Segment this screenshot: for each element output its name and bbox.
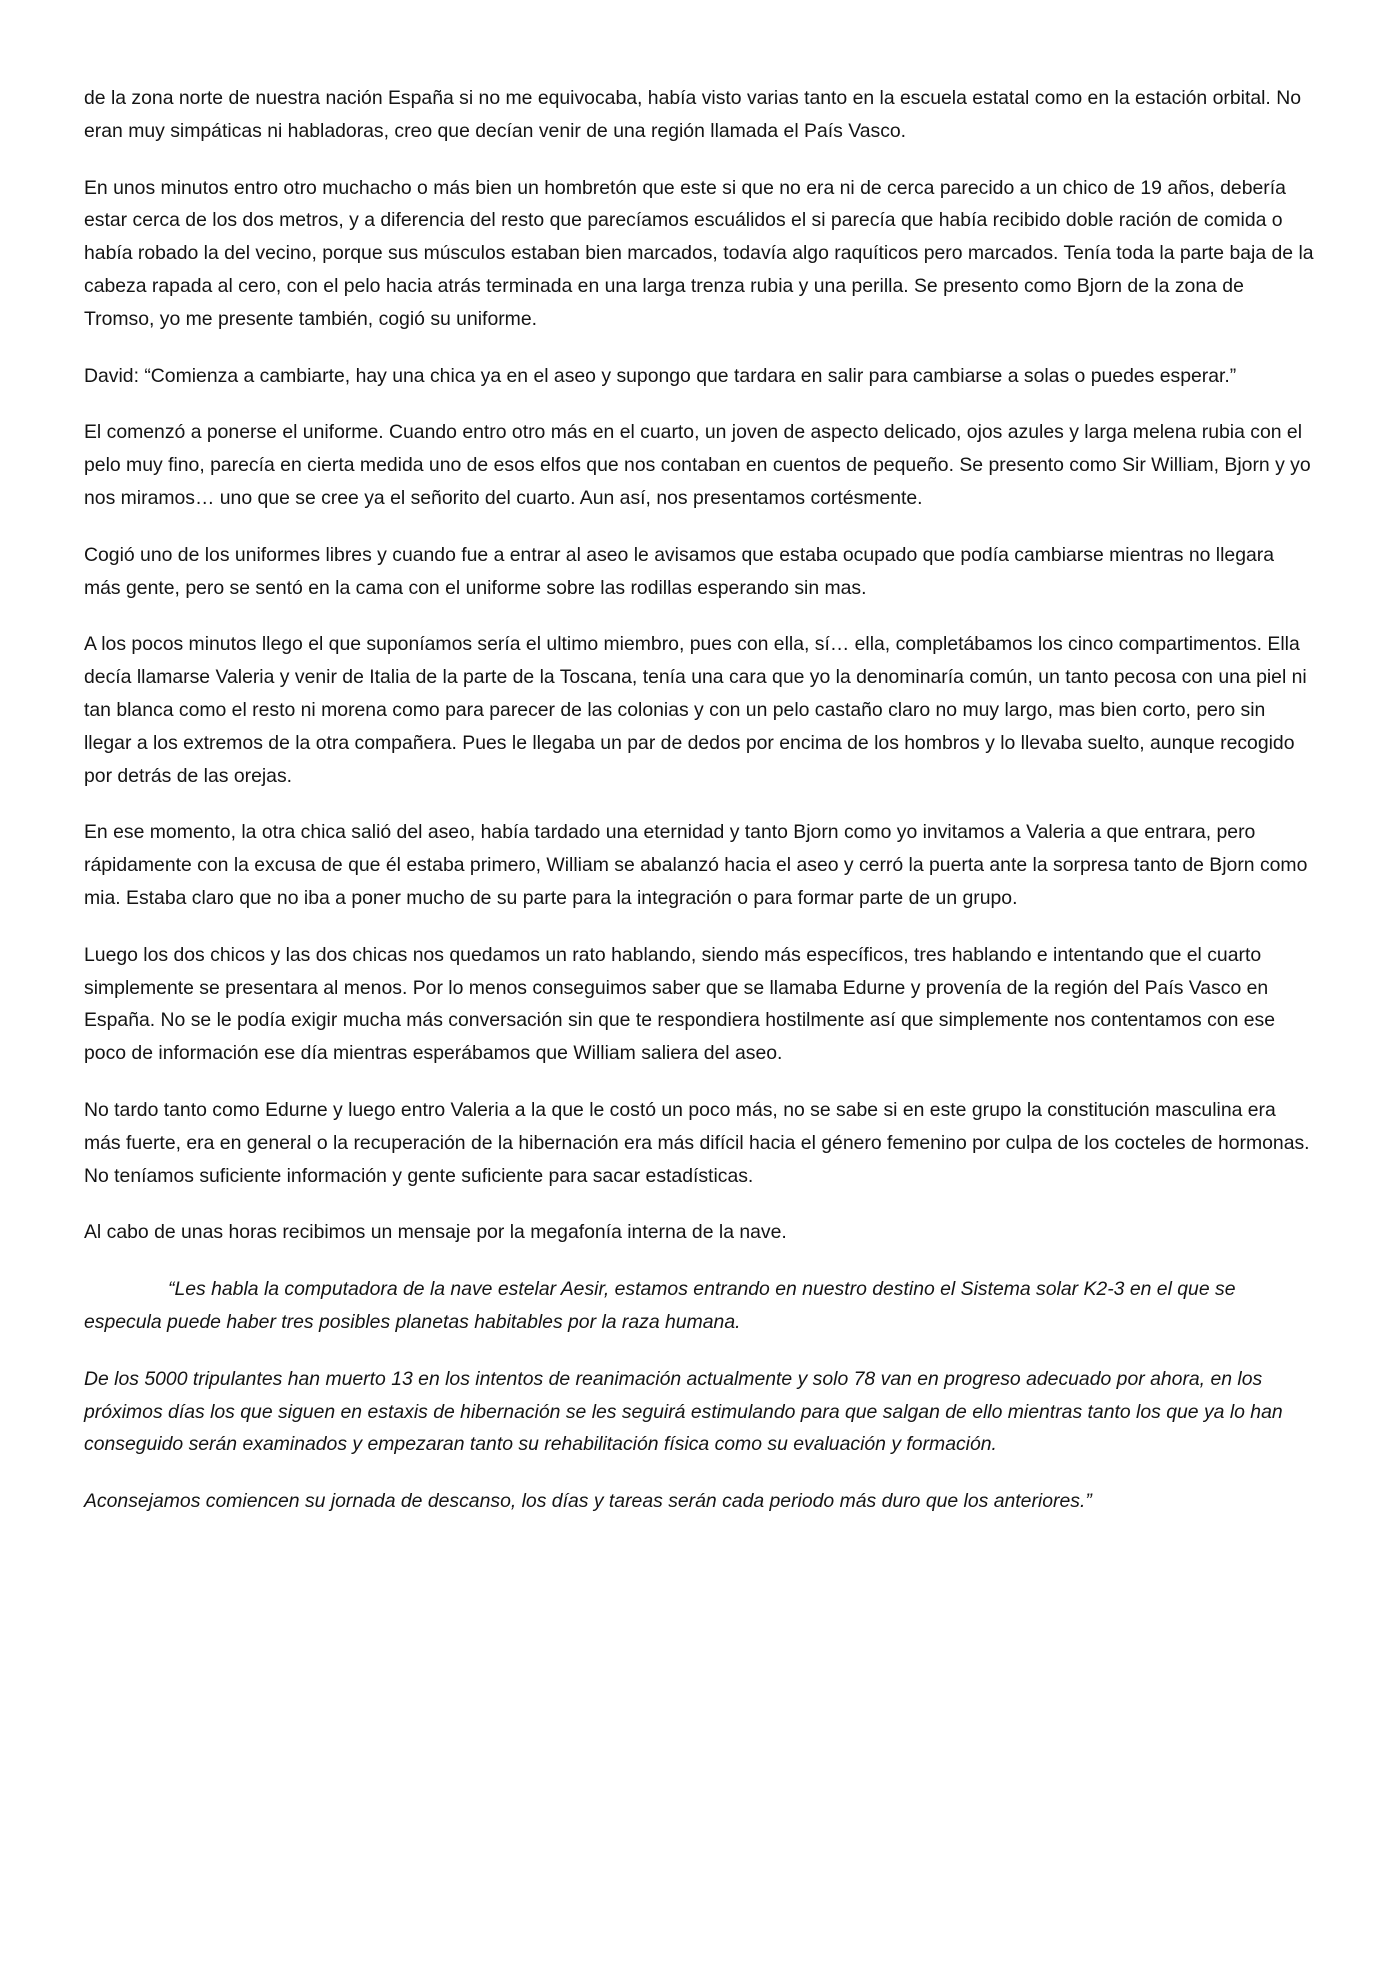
paragraph: No tardo tanto como Edurne y luego entro Valeria a la que le costó un poco más, no se sabe si en este grupo la constitución masculina era más fuerte, era en general o la recuperación de la hibernación era más difícil hacia el género femenino por culpa de los cocteles de hormonas. No teníamos suficiente información y gente suficiente para sacar estadísticas. [84,1098,1310,1187]
announcement-paragraph: De los 5000 tripulantes han muerto 13 en los intentos de reanimación actualmente y solo 78 van en progreso adecuado por ahora, en los próximos días los que siguen en estaxis de hibernación se les seguirá estimulando para que salgan de ello mientras tanto los que ya lo han conseguido serán examinados y empezaran tanto su rehabilitación física como su evaluación y formación. [84,1367,1283,1456]
paragraph: de la zona norte de nuestra nación España si no me equivocaba, había visto varias tanto en la escuela estatal como en la estación orbital. No eran muy simpáticas ni habladoras, creo que decían venir de una región llamada el País Vasco. [84,87,1301,142]
announcement-paragraph: Aconsejamos comiencen su jornada de descanso, los días y tareas serán cada periodo más duro que los anteriores.” [84,1490,1092,1513]
paragraph: Al cabo de unas horas recibimos un mensaje por la megafonía interna de la nave. [84,1221,787,1244]
paragraph: Cogió uno de los uniformes libres y cuando fue a entrar al aseo le avisamos que estaba ocupado que podía cambiarse mientras no llegara más gente, pero se sentó en la cama con el uniforme sobre las rodillas esperando sin mas. [84,543,1275,599]
paragraph: En ese momento, la otra chica salió del aseo, había tardado una eternidad y tanto Bjorn como yo invitamos a Valeria a que entrara, pero rápidamente con la excusa de que él estaba primero, William se abalanzó hacia el aseo y cerró la puerta ante la sorpresa tanto de Bjorn como mia. Estaba claro que no iba a poner mucho de su parte para la integración o para formar parte de un grupo. [84,821,1308,909]
paragraph: David: “Comienza a cambiarte, hay una chica ya en el aseo y supongo que tardara en salir para cambiarse a solas o puedes esperar.” [84,364,1237,387]
document-page [84,82,1316,1542]
paragraph: El comenzó a ponerse el uniforme. Cuando entro otro más en el cuarto, un joven de aspecto delicado, ojos azules y larga melena rubia con el pelo muy fino, parecía en cierta medida uno de esos elfos que nos contaban en cuentos de pequeño. Se presento como Sir William, Bjorn y yo nos miramos… uno que se cree ya el señorito del cuarto. Aun así, nos presentamos cortésmente. [84,421,1311,509]
paragraph: En unos minutos entro otro muchacho o más bien un hombretón que este si que no era ni de cerca parecido a un chico de 19 años, debería estar cerca de los dos metros, y a diferencia del resto que parecíamos escuálidos el si parecía que había recibido doble ración de comida o había robado la del vecino, porque sus músculos estaban bien marcados, todavía algo raquíticos pero marcados. Tenía toda la parte baja de la cabeza rapada al cero, con el pelo hacia atrás terminada en una larga trenza rubia y una perilla. Se presento como Bjorn de la zona de Tromso, yo me presente también, cogió su uniforme. [84,176,1314,330]
announcement-paragraph: “Les habla la computadora de la nave estelar Aesir, estamos entrando en nuestro destino el Sistema solar K2-3 en el que se especula puede haber tres posibles planetas habitables por la raza humana. [84,1278,1236,1333]
paragraph: Luego los dos chicos y las dos chicas nos quedamos un rato hablando, siendo más específicos, tres hablando e intentando que el cuarto simplemente se presentara al menos. Por lo menos conseguimos saber que se llamaba Edurne y provenía de la región del País Vasco en España. No se le podía exigir mucha más conversación sin que te respondiera hostilmente así que simplemente nos contentamos con ese poco de información ese día mientras esperábamos que William saliera del aseo. [84,943,1276,1065]
paragraph: A los pocos minutos llego el que suponíamos sería el ultimo miembro, pues con ella, sí… ella, completábamos los cinco compartimentos. Ella decía llamarse Valeria y venir de Italia de la parte de la Toscana, tenía una cara que yo la denominaría común, un tanto pecosa con una piel ni tan blanca como el resto ni morena como para parecer de las colonias y con un pelo castaño claro no muy largo, mas bien corto, pero sin llegar a los extremos de la otra compañera. Pues le llegaba un par de dedos por encima de los hombros y lo llevaba suelto, aunque recogido por detrás de las orejas. [84,633,1307,787]
